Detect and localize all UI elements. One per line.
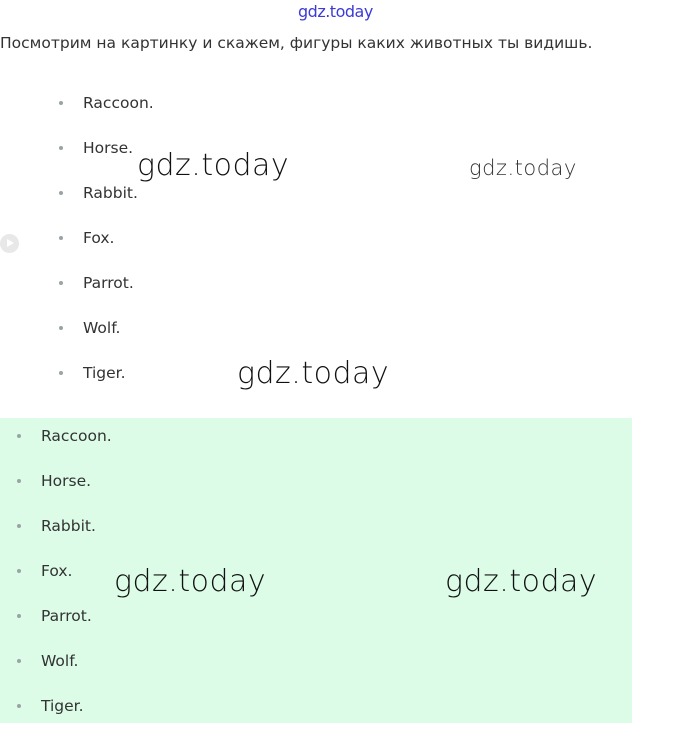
bullet-icon [59, 191, 63, 195]
bullet-icon [17, 569, 21, 573]
watermark: gdz.today [237, 356, 390, 391]
bullet-icon [59, 371, 63, 375]
task-question: Посмотрим на картинку и скажем, фигуры каких животных ты видишь. [0, 34, 593, 52]
bullet-icon [17, 659, 21, 663]
bullet-icon [59, 326, 63, 330]
bullet-icon [17, 704, 21, 708]
bullet-icon [17, 434, 21, 438]
watermark: gdz.today [469, 156, 577, 180]
bullet-icon [59, 146, 63, 150]
bullet-icon [17, 524, 21, 528]
play-icon[interactable] [0, 234, 19, 253]
bullet-icon [59, 101, 63, 105]
answer-panel: Raccoon. Horse. Rabbit. Fox. Parrot. Wolf. Tiger. [0, 418, 632, 723]
bullet-icon [59, 281, 63, 285]
bullet-icon [17, 479, 21, 483]
bullet-icon [59, 236, 63, 240]
watermark: gdz.today [137, 148, 290, 183]
bullet-icon [17, 614, 21, 618]
watermark: gdz.today [114, 564, 267, 599]
watermark: gdz.today [445, 564, 598, 599]
site-logo[interactable]: gdz.today [298, 2, 373, 21]
